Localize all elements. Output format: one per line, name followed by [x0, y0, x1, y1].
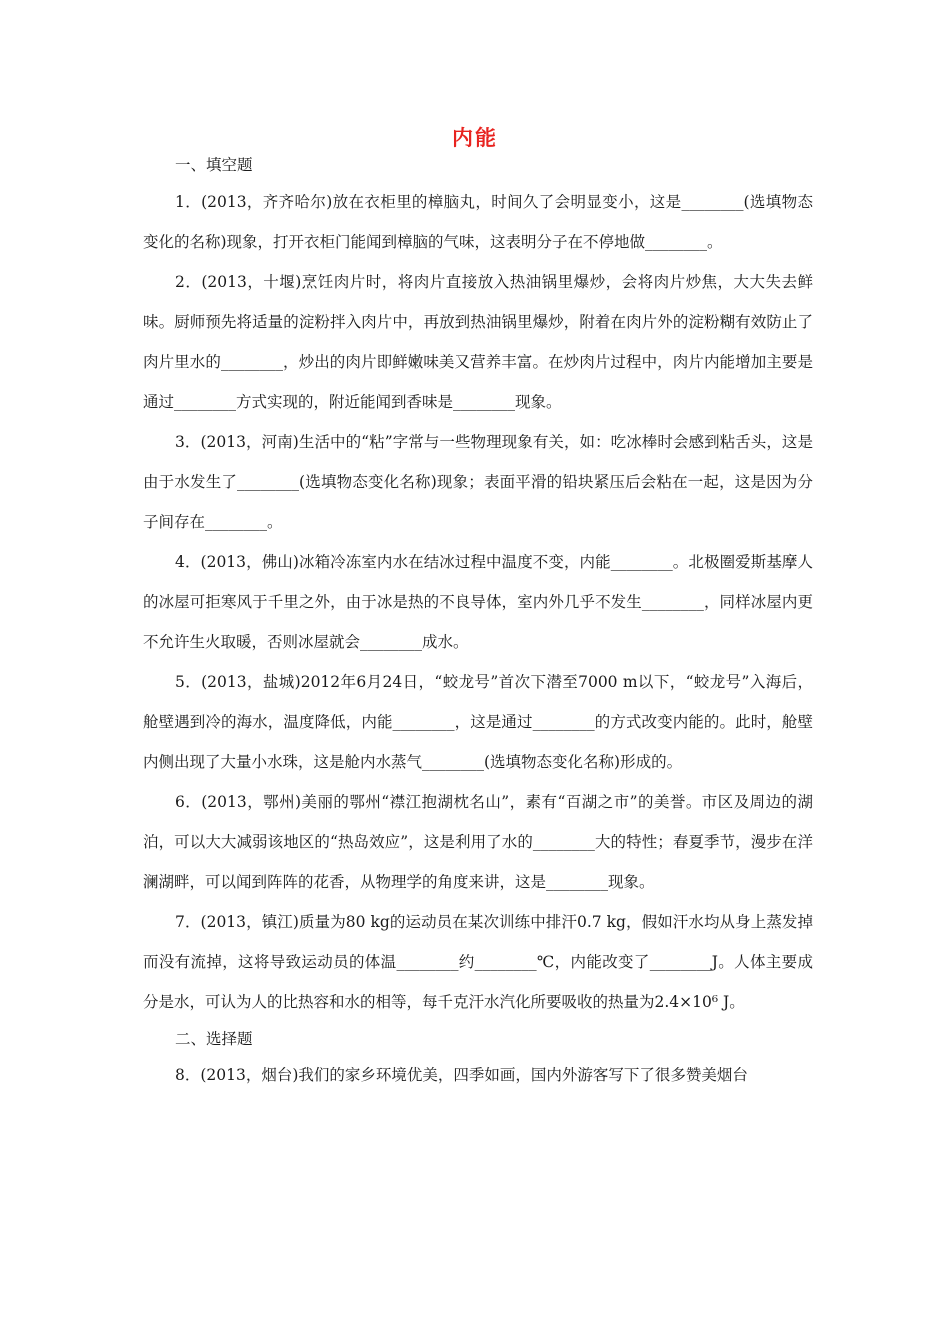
question-3: 3．(2013，河南)生活中的“粘”字常与一些物理现象有关，如：吃冰棒时会感到粘舌头，这是由于水发生了________(选填物态变化名称)现象；表面平滑的铅块紧压后会粘在一起，这是因为分子间存在________。: [143, 433, 813, 531]
question-5: 5．(2013，盐城)2012年6月24日，“蛟龙号”首次下潜至7000 m以下，“蛟龙号”入海后，舱壁遇到冷的海水，温度降低，内能________，这是通过________的方式改变内能的。此时，舱壁内侧出现了大量小水珠，这是舱内水蒸气________(选填物态变化名称)形成的。: [143, 673, 813, 771]
document-body: [143, 150, 813, 1095]
question-1: 1．(2013，齐齐哈尔)放在衣柜里的樟脑丸，时间久了会明显变小，这是________(选填物态变化的名称)现象，打开衣柜门能闻到樟脑的气味，这表明分子在不停地做________。: [143, 193, 813, 251]
page-title: 内能: [452, 126, 498, 150]
question-8: 8．(2013，烟台)我们的家乡环境优美，四季如画，国内外游客写下了很多赞美烟台: [175, 1066, 748, 1084]
question-7: 7．(2013，镇江)质量为80 kg的运动员在某次训练中排汗0.7 kg，假如汗水均从身上蒸发掉而没有流掉，这将导致运动员的体温________约________℃，内能改变了________J。人体主要成分是水，可认为人的比热容和水的相等，每千克汗水汽化所要吸收的热量为2.4×10⁶ J。: [143, 913, 813, 1011]
section-heading-fill-in: 一、填空题: [175, 156, 253, 174]
question-4: 4．(2013，佛山)冰箱冷冻室内水在结冰过程中温度不变，内能________。北极圈爱斯基摩人的冰屋可拒寒风于千里之外，由于冰是热的不良导体，室内外几乎不发生________，同样冰屋内更不允许生火取暖，否则冰屋就会________成水。: [143, 553, 813, 651]
question-6: 6．(2013，鄂州)美丽的鄂州“襟江抱湖枕名山”，素有“百湖之市”的美誉。市区及周边的湖泊，可以大大减弱该地区的“热岛效应”，这是利用了水的________大的特性；春夏季节，漫步在洋澜湖畔，可以闻到阵阵的花香，从物理学的角度来讲，这是________现象。: [143, 793, 813, 891]
section-heading-multiple-choice: 二、选择题: [175, 1030, 253, 1048]
question-2: 2．(2013，十堰)烹饪肉片时，将肉片直接放入热油锅里爆炒，会将肉片炒焦，大大失去鲜味。厨师预先将适量的淀粉拌入肉片中，再放到热油锅里爆炒，附着在肉片外的淀粉糊有效防止了肉片里水的________，炒出的肉片即鲜嫩味美又营养丰富。在炒肉片过程中，肉片内能增加主要是通过________方式实现的，附近能闻到香味是________现象。: [143, 273, 813, 411]
